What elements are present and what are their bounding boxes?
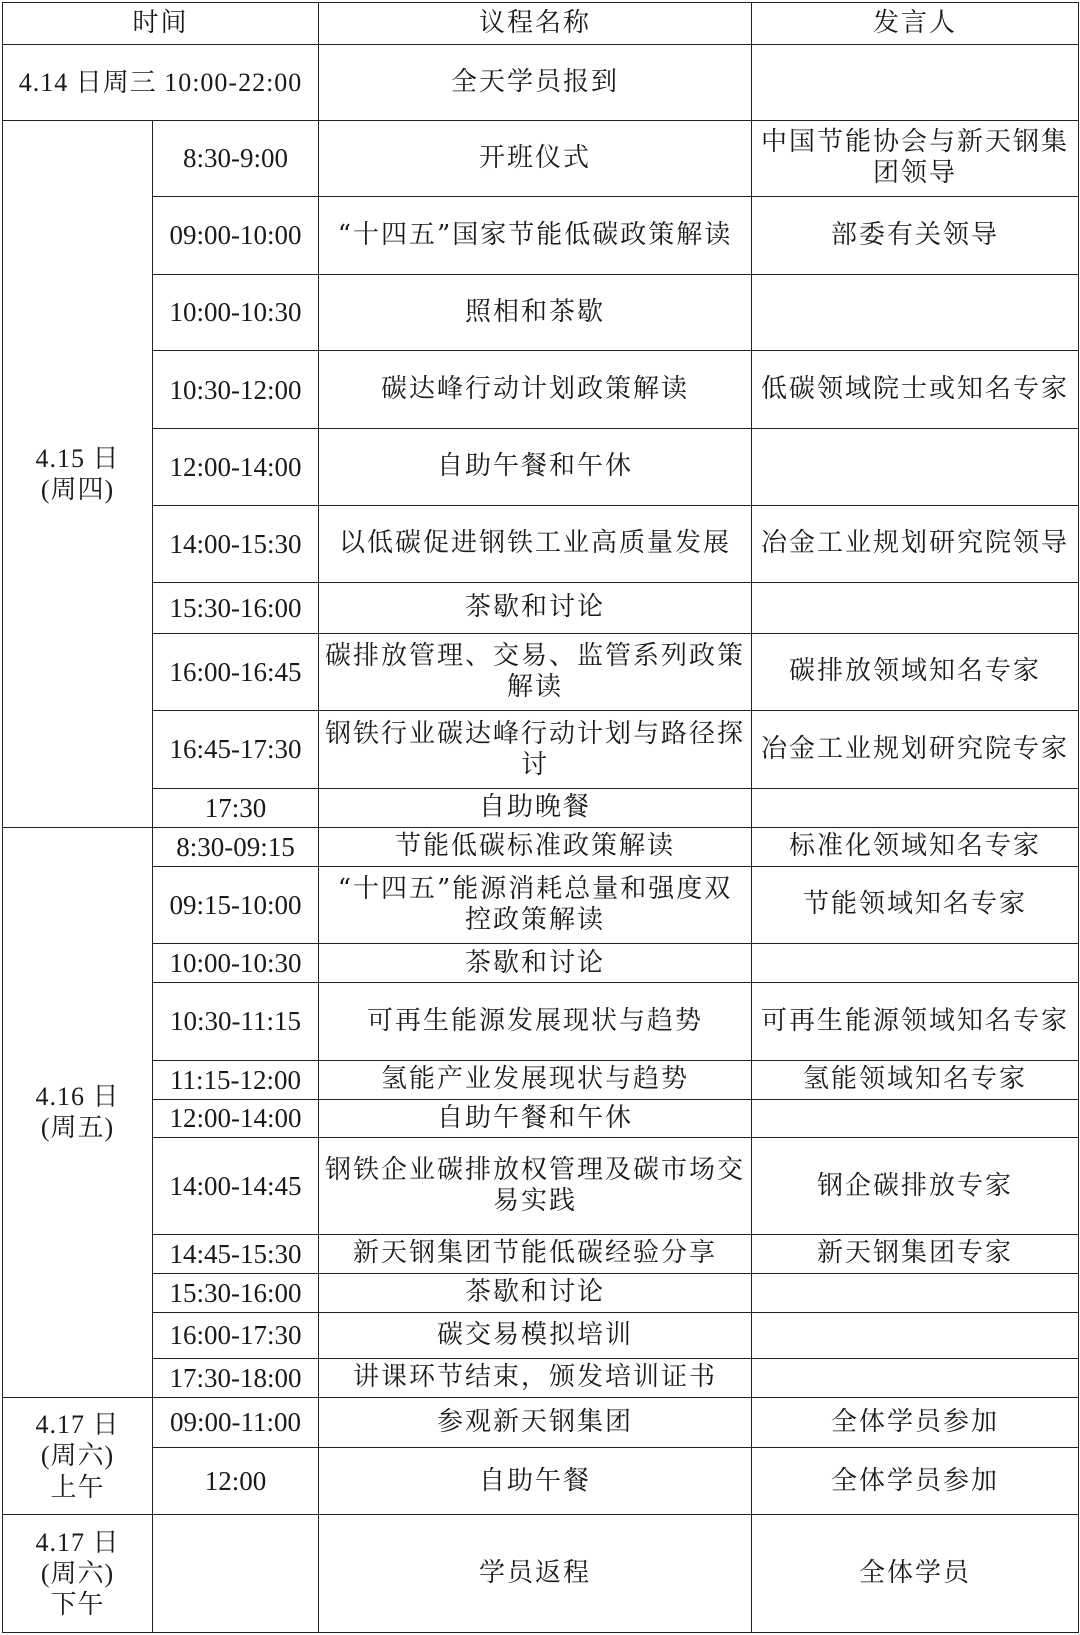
session-speaker: 中国节能协会与新天钢集团领导	[752, 120, 1079, 197]
session-speaker	[752, 789, 1079, 828]
table-row	[3, 1448, 1079, 1515]
day3-date-cell	[3, 1397, 153, 1515]
session-time: 10:00-10:30	[153, 944, 319, 983]
session-agenda: 讲课环节结束，颁发培训证书	[319, 1358, 752, 1397]
session-agenda: 参观新天钢集团	[319, 1397, 752, 1447]
session-agenda: 学员返程	[319, 1515, 752, 1633]
table-row	[3, 1312, 1079, 1358]
day1-weekday: (周四)	[40, 474, 115, 504]
session-time: 14:00-14:45	[153, 1138, 319, 1235]
session-speaker: 氢能领域知名专家	[752, 1060, 1079, 1099]
session-agenda: 自助午餐和午休	[319, 429, 752, 506]
session-agenda: 碳达峰行动计划政策解读	[319, 351, 752, 429]
table-row	[3, 583, 1079, 633]
session-time	[153, 1515, 319, 1633]
table-row	[3, 274, 1079, 351]
session-speaker: 全体学员参加	[752, 1448, 1079, 1515]
session-time: 14:45-15:30	[153, 1235, 319, 1274]
session-speaker	[752, 429, 1079, 506]
session-agenda: 开班仪式	[319, 120, 752, 197]
table-row	[3, 711, 1079, 789]
table-row	[3, 197, 1079, 275]
session-time: 14:00-15:30	[153, 505, 319, 583]
session-time: 10:30-11:15	[153, 983, 319, 1061]
session-speaker: 冶金工业规划研究院专家	[752, 711, 1079, 789]
table-row	[3, 944, 1079, 983]
table-row	[3, 866, 1079, 944]
session-speaker	[752, 1312, 1079, 1358]
session-speaker: 全体学员参加	[752, 1397, 1079, 1447]
session-speaker: 节能领域知名专家	[752, 866, 1079, 944]
session-speaker: 碳排放领域知名专家	[752, 633, 1079, 711]
session-time: 15:30-16:00	[153, 1273, 319, 1312]
day2-date: 4.16 日	[35, 1082, 120, 1112]
session-speaker	[752, 1099, 1079, 1138]
table-row	[3, 1397, 1079, 1447]
day4-date-cell	[3, 1515, 153, 1633]
session-time: 12:00	[153, 1448, 319, 1515]
session-agenda: 照相和茶歇	[319, 274, 752, 351]
session-time: 10:30-12:00	[153, 351, 319, 429]
table-row	[3, 1273, 1079, 1312]
session-agenda: 可再生能源发展现状与趋势	[319, 983, 752, 1061]
session-agenda: “十四五”能源消耗总量和强度双控政策解读	[319, 866, 752, 944]
day4-weekday: (周六)	[40, 1559, 115, 1589]
table-row	[3, 120, 1079, 197]
session-time: 15:30-16:00	[153, 583, 319, 633]
session-speaker: 钢企碳排放专家	[752, 1138, 1079, 1235]
session-time: 16:00-17:30	[153, 1312, 319, 1358]
session-time: 09:00-11:00	[153, 1397, 319, 1447]
session-speaker	[752, 1358, 1079, 1397]
day0-speaker	[752, 44, 1079, 120]
session-time: 8:30-09:15	[153, 827, 319, 866]
session-agenda: “十四五”国家节能低碳政策解读	[319, 197, 752, 275]
session-speaker: 低碳领域院士或知名专家	[752, 351, 1079, 429]
session-time: 12:00-14:00	[153, 429, 319, 506]
session-time: 09:00-10:00	[153, 197, 319, 275]
day3-period: 上午	[50, 1472, 105, 1502]
session-agenda: 氢能产业发展现状与趋势	[319, 1060, 752, 1099]
day4-period: 下午	[50, 1590, 105, 1620]
table-row	[3, 827, 1079, 866]
session-speaker: 全体学员	[752, 1515, 1079, 1633]
session-speaker	[752, 1273, 1079, 1312]
session-agenda: 以低碳促进钢铁工业高质量发展	[319, 505, 752, 583]
day4-date: 4.17 日	[35, 1527, 120, 1557]
session-speaker: 冶金工业规划研究院领导	[752, 505, 1079, 583]
table-row	[3, 44, 1079, 120]
session-agenda: 钢铁企业碳排放权管理及碳市场交易实践	[319, 1138, 752, 1235]
table-row	[3, 1138, 1079, 1235]
table-row	[3, 1515, 1079, 1633]
table-row	[3, 505, 1079, 583]
header-row	[3, 3, 1079, 45]
session-agenda: 茶歇和讨论	[319, 944, 752, 983]
day3-date: 4.17 日	[35, 1410, 120, 1440]
session-speaker	[752, 583, 1079, 633]
session-agenda: 节能低碳标准政策解读	[319, 827, 752, 866]
session-agenda: 自助午餐	[319, 1448, 752, 1515]
session-time: 17:30	[153, 789, 319, 828]
session-speaker	[752, 274, 1079, 351]
day1-date: 4.15 日	[35, 443, 120, 473]
session-agenda: 自助午餐和午休	[319, 1099, 752, 1138]
session-agenda: 茶歇和讨论	[319, 1273, 752, 1312]
session-speaker: 标准化领域知名专家	[752, 827, 1079, 866]
table-row	[3, 1060, 1079, 1099]
session-time: 16:45-17:30	[153, 711, 319, 789]
table-row	[3, 429, 1079, 506]
table-row	[3, 1358, 1079, 1397]
agenda-table-body	[3, 3, 1079, 1633]
session-time: 09:15-10:00	[153, 866, 319, 944]
session-agenda: 茶歇和讨论	[319, 583, 752, 633]
session-time: 10:00-10:30	[153, 274, 319, 351]
session-time: 17:30-18:00	[153, 1358, 319, 1397]
day1-date-cell	[3, 120, 153, 827]
day3-weekday: (周六)	[40, 1441, 115, 1471]
session-speaker: 新天钢集团专家	[752, 1235, 1079, 1274]
session-time: 12:00-14:00	[153, 1099, 319, 1138]
session-agenda: 自助晚餐	[319, 789, 752, 828]
day0-time: 4.14 日周三 10:00-22:00	[3, 44, 319, 120]
day0-agenda: 全天学员报到	[319, 44, 752, 120]
session-agenda: 碳排放管理、交易、监管系列政策解读	[319, 633, 752, 711]
agenda-table	[2, 2, 1079, 1633]
table-row	[3, 789, 1079, 828]
day2-date-cell	[3, 827, 153, 1397]
session-speaker: 可再生能源领域知名专家	[752, 983, 1079, 1061]
table-row	[3, 1099, 1079, 1138]
day2-weekday: (周五)	[40, 1113, 115, 1143]
session-speaker: 部委有关领导	[752, 197, 1079, 275]
session-time: 16:00-16:45	[153, 633, 319, 711]
table-row	[3, 983, 1079, 1061]
session-agenda: 新天钢集团节能低碳经验分享	[319, 1235, 752, 1274]
header-agenda: 议程名称	[319, 3, 752, 45]
header-time: 时间	[3, 3, 319, 45]
table-row	[3, 633, 1079, 711]
session-speaker	[752, 944, 1079, 983]
session-time: 11:15-12:00	[153, 1060, 319, 1099]
session-agenda: 碳交易模拟培训	[319, 1312, 752, 1358]
table-row	[3, 1235, 1079, 1274]
session-agenda: 钢铁行业碳达峰行动计划与路径探讨	[319, 711, 752, 789]
session-time: 8:30-9:00	[153, 120, 319, 197]
header-speaker: 发言人	[752, 3, 1079, 45]
table-row	[3, 351, 1079, 429]
